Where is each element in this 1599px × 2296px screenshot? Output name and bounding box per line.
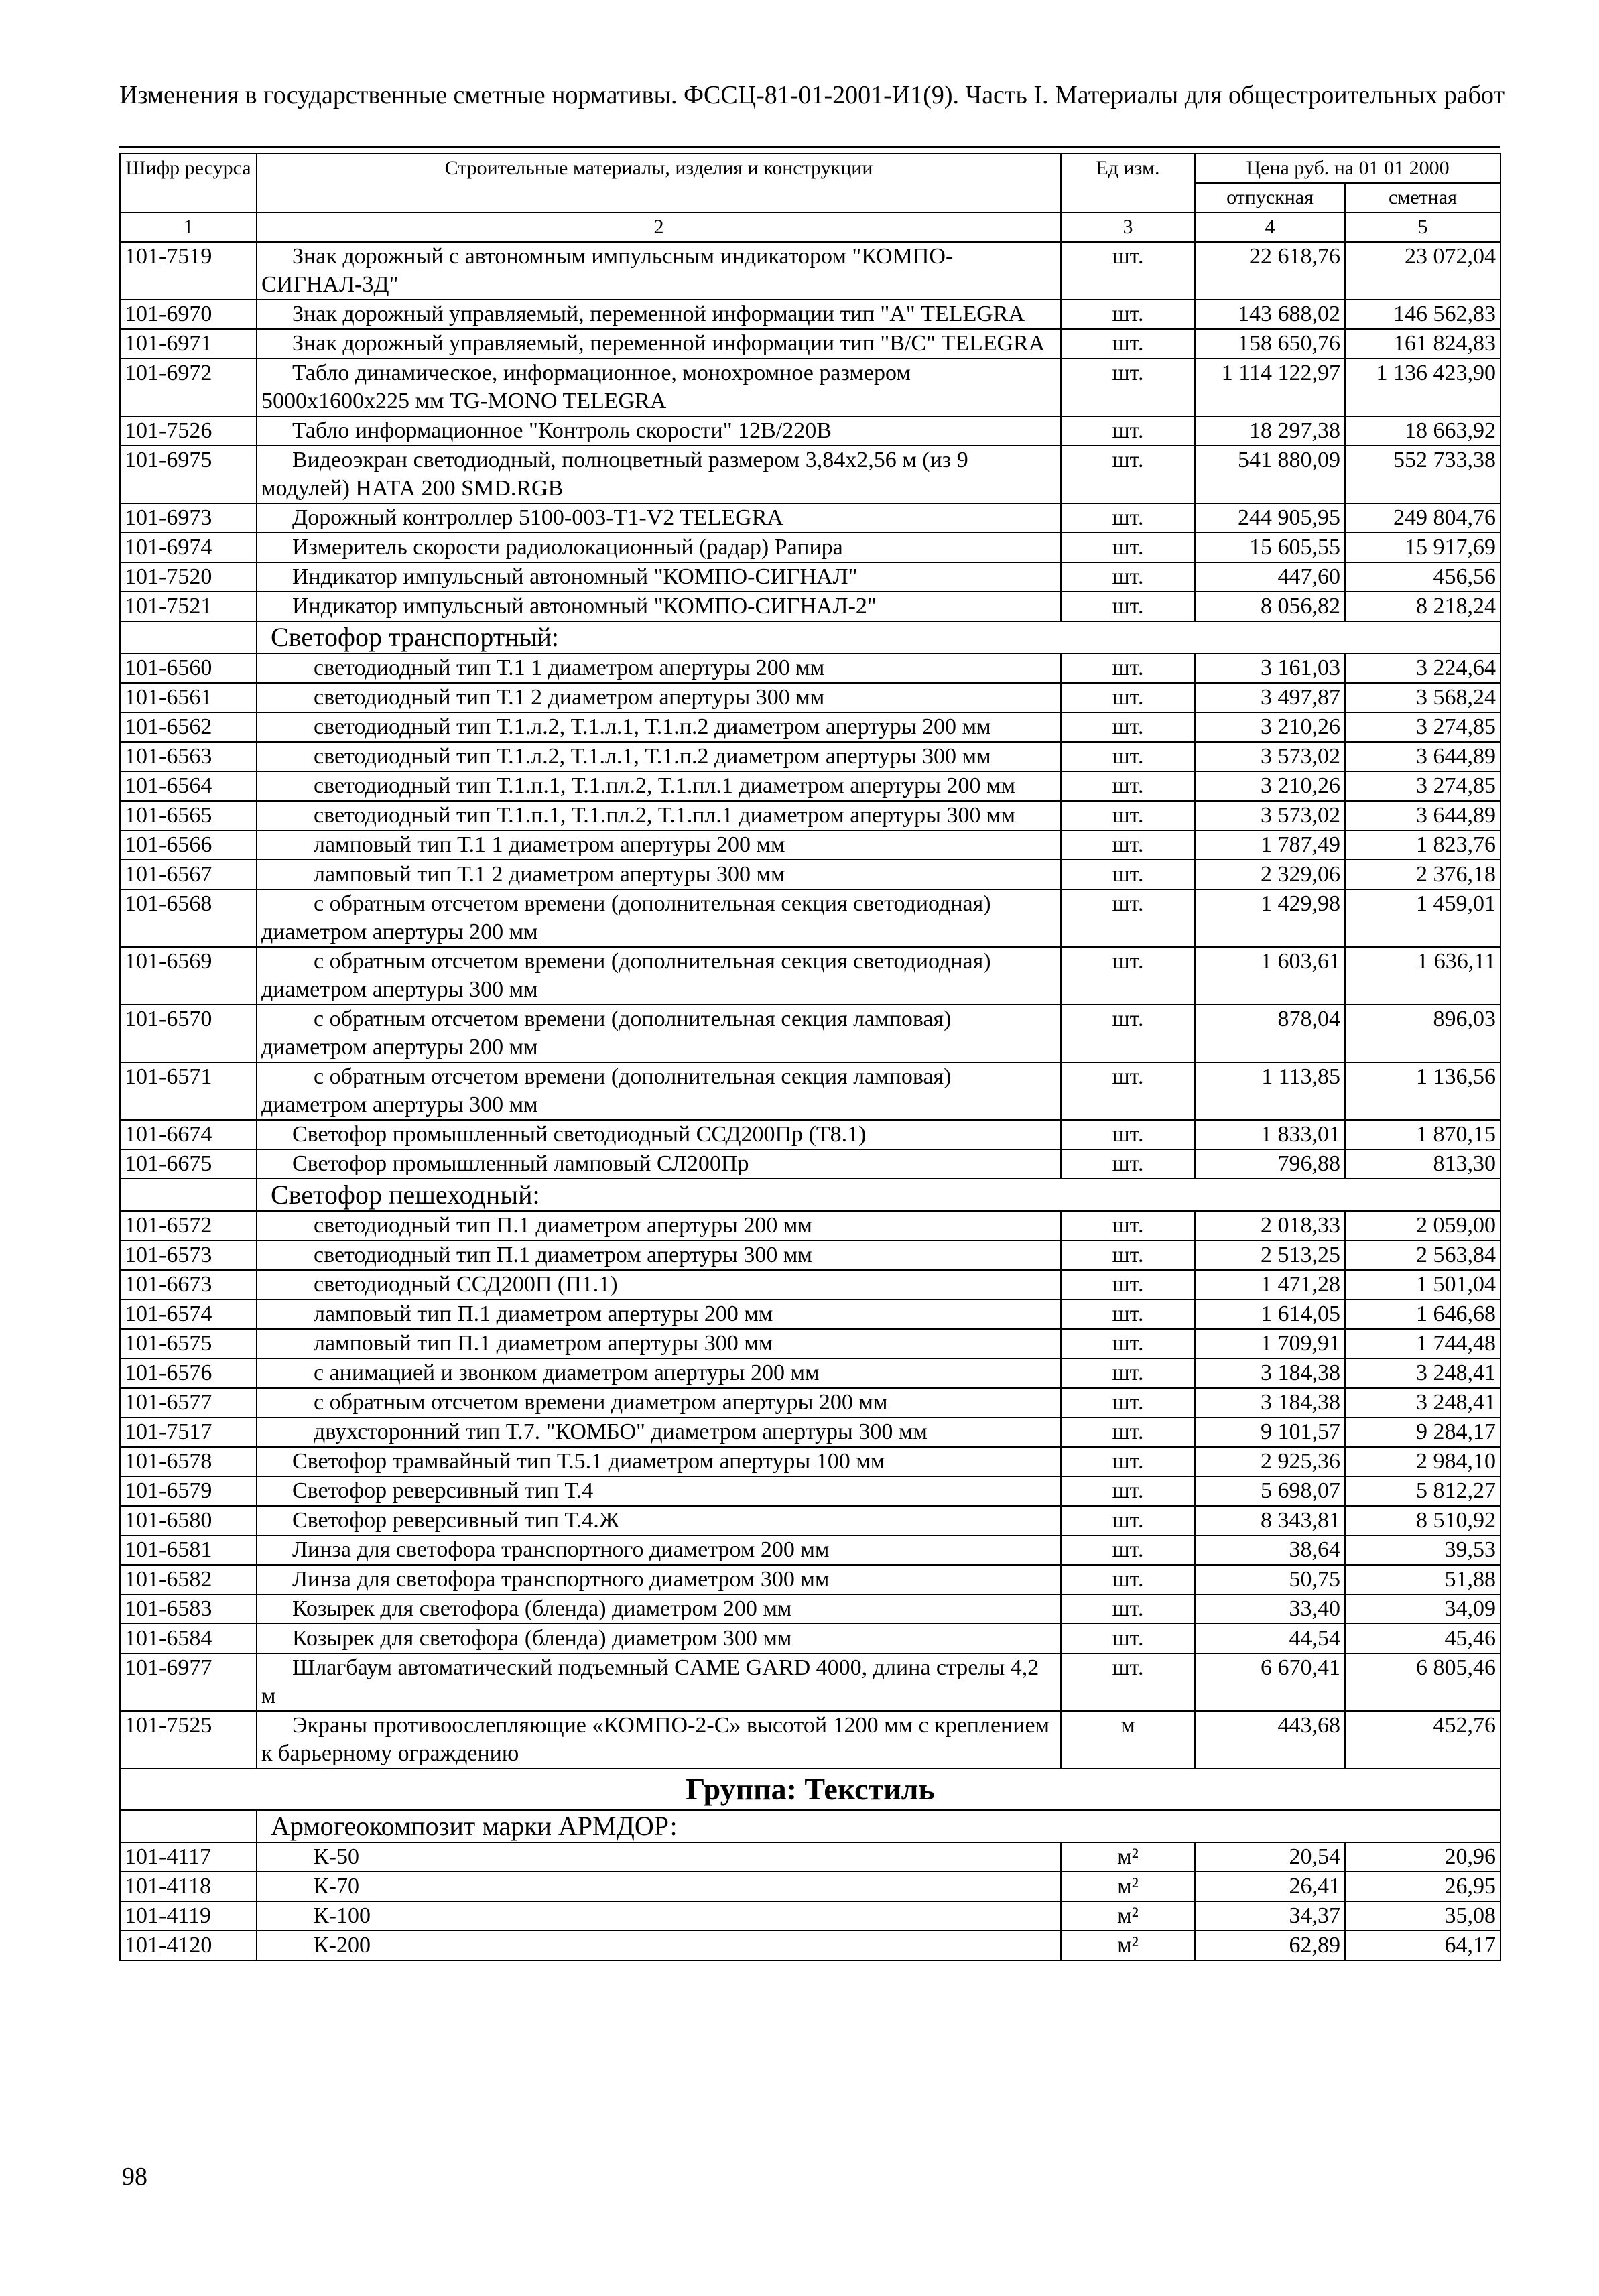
estimate-price-cell: 39,53 bbox=[1345, 1535, 1500, 1565]
resource-code-cell: 101-6577 bbox=[120, 1388, 257, 1417]
resource-code-cell: 101-4118 bbox=[120, 1872, 257, 1901]
table-row bbox=[120, 860, 1500, 889]
column-numbers-row bbox=[120, 212, 1500, 242]
table-row bbox=[120, 329, 1500, 359]
resource-code-cell: 101-6571 bbox=[120, 1062, 257, 1120]
material-name-cell: светодиодный ССД200П (П1.1) bbox=[257, 1270, 1061, 1299]
material-name-cell: светодиодный тип Т.1 2 диаметром апертуры 300 мм bbox=[257, 683, 1061, 712]
material-name-cell: светодиодный тип П.1 диаметром апертуры 300 мм bbox=[257, 1240, 1061, 1270]
resource-code-cell: 101-6977 bbox=[120, 1653, 257, 1711]
material-name-cell: светодиодный тип Т.1.л.2, Т.1.л.1, Т.1.п.2 диаметром апертуры 200 мм bbox=[257, 712, 1061, 742]
table-row bbox=[120, 592, 1500, 621]
estimate-price-cell: 8 218,24 bbox=[1345, 592, 1500, 621]
table-row bbox=[120, 300, 1500, 329]
material-name-cell: Линза для светофора транспортного диаметром 200 мм bbox=[257, 1535, 1061, 1565]
material-name-cell: с обратным отсчетом времени (дополнительная секция ламповая) диаметром апертуры 300 мм bbox=[257, 1062, 1061, 1120]
estimate-price-cell: 1 744,48 bbox=[1345, 1329, 1500, 1358]
table-row bbox=[120, 771, 1500, 801]
unit-cell: шт. bbox=[1061, 329, 1195, 359]
release-price-cell: 8 343,81 bbox=[1195, 1506, 1345, 1535]
estimate-price-cell: 1 870,15 bbox=[1345, 1120, 1500, 1149]
release-price-cell: 796,88 bbox=[1195, 1149, 1345, 1179]
section-heading-row bbox=[120, 1179, 1500, 1211]
resource-code-cell: 101-7525 bbox=[120, 1711, 257, 1769]
resource-code-cell: 101-6561 bbox=[120, 683, 257, 712]
column-header-price: Цена руб. на 01 01 2000 bbox=[1195, 153, 1500, 183]
resource-code-cell: 101-4120 bbox=[120, 1931, 257, 1960]
estimate-price-cell: 3 224,64 bbox=[1345, 653, 1500, 683]
table-row bbox=[120, 1653, 1500, 1711]
material-name-cell: Экраны противоослепляющие «КОМПО-2-С» высотой 1200 мм с креплением к барьерному ограждению bbox=[257, 1711, 1061, 1769]
table-row bbox=[120, 1005, 1500, 1062]
table-row bbox=[120, 1872, 1500, 1901]
table-row bbox=[120, 359, 1500, 416]
release-price-cell: 1 471,28 bbox=[1195, 1270, 1345, 1299]
column-header-code: Шифр ресурса bbox=[120, 153, 257, 212]
table-row bbox=[120, 1329, 1500, 1358]
column-number: 1 bbox=[120, 212, 257, 242]
estimate-price-cell: 1 823,76 bbox=[1345, 830, 1500, 860]
resource-code-cell: 101-6673 bbox=[120, 1270, 257, 1299]
section-heading: Светофор пешеходный: bbox=[257, 1179, 1500, 1211]
empty-code-cell bbox=[120, 621, 257, 653]
column-header-name: Строительные материалы, изделия и конструкции bbox=[257, 153, 1061, 212]
material-name-cell: ламповый тип П.1 диаметром апертуры 200 мм bbox=[257, 1299, 1061, 1329]
material-name-cell: светодиодный тип Т.1.п.1, Т.1.пл.2, Т.1.пл.1 диаметром апертуры 300 мм bbox=[257, 801, 1061, 830]
estimate-price-cell: 1 136 423,90 bbox=[1345, 359, 1500, 416]
estimate-price-cell: 1 501,04 bbox=[1345, 1270, 1500, 1299]
table-row bbox=[120, 1417, 1500, 1447]
resource-code-cell: 101-6562 bbox=[120, 712, 257, 742]
unit-cell: м² bbox=[1061, 1842, 1195, 1872]
release-price-cell: 33,40 bbox=[1195, 1594, 1345, 1624]
release-price-cell: 44,54 bbox=[1195, 1624, 1345, 1653]
table-row bbox=[120, 1842, 1500, 1872]
resource-code-cell: 101-6573 bbox=[120, 1240, 257, 1270]
column-header-estimate-price: сметная bbox=[1345, 183, 1500, 212]
column-number: 4 bbox=[1195, 212, 1345, 242]
table-row bbox=[120, 653, 1500, 683]
unit-cell: шт. bbox=[1061, 1594, 1195, 1624]
material-name-cell: Козырек для светофора (бленда) диаметром 200 мм bbox=[257, 1594, 1061, 1624]
resource-code-cell: 101-6570 bbox=[120, 1005, 257, 1062]
unit-cell: шт. bbox=[1061, 1299, 1195, 1329]
release-price-cell: 5 698,07 bbox=[1195, 1476, 1345, 1506]
estimate-price-cell: 3 644,89 bbox=[1345, 742, 1500, 771]
estimate-price-cell: 1 459,01 bbox=[1345, 889, 1500, 947]
unit-cell: шт. bbox=[1061, 1653, 1195, 1711]
table-row bbox=[120, 1447, 1500, 1476]
unit-cell: шт. bbox=[1061, 771, 1195, 801]
unit-cell: шт. bbox=[1061, 1476, 1195, 1506]
unit-cell: шт. bbox=[1061, 742, 1195, 771]
estimate-price-cell: 6 805,46 bbox=[1345, 1653, 1500, 1711]
unit-cell: шт. bbox=[1061, 653, 1195, 683]
resource-code-cell: 101-6563 bbox=[120, 742, 257, 771]
table-row bbox=[120, 242, 1500, 300]
material-name-cell: с анимацией и звонком диаметром апертуры 200 мм bbox=[257, 1358, 1061, 1388]
release-price-cell: 3 210,26 bbox=[1195, 712, 1345, 742]
material-name-cell: Измеритель скорости радиолокационный (радар) Рапира bbox=[257, 533, 1061, 562]
estimate-price-cell: 3 248,41 bbox=[1345, 1358, 1500, 1388]
release-price-cell: 15 605,55 bbox=[1195, 533, 1345, 562]
resource-code-cell: 101-6582 bbox=[120, 1565, 257, 1594]
release-price-cell: 2 329,06 bbox=[1195, 860, 1345, 889]
release-price-cell: 3 184,38 bbox=[1195, 1358, 1345, 1388]
table-row bbox=[120, 947, 1500, 1005]
material-name-cell: с обратным отсчетом времени (дополнительная секция светодиодная) диаметром апертуры 300 мм bbox=[257, 947, 1061, 1005]
material-name-cell: двухсторонний тип Т.7. "КОМБО" диаметром апертуры 300 мм bbox=[257, 1417, 1061, 1447]
unit-cell: шт. bbox=[1061, 1240, 1195, 1270]
resource-code-cell: 101-4119 bbox=[120, 1901, 257, 1931]
section-heading: Армогеокомпозит марки АРМДОР: bbox=[257, 1810, 1500, 1842]
release-price-cell: 1 833,01 bbox=[1195, 1120, 1345, 1149]
estimate-price-cell: 20,96 bbox=[1345, 1842, 1500, 1872]
material-name-cell: Табло информационное "Контроль скорости" 12В/220В bbox=[257, 416, 1061, 446]
table-row bbox=[120, 1535, 1500, 1565]
material-name-cell: К-200 bbox=[257, 1931, 1061, 1960]
unit-cell: шт. bbox=[1061, 562, 1195, 592]
table-row bbox=[120, 1270, 1500, 1299]
resource-code-cell: 101-6567 bbox=[120, 860, 257, 889]
resource-code-cell: 101-6578 bbox=[120, 1447, 257, 1476]
unit-cell: шт. bbox=[1061, 416, 1195, 446]
section-heading-row bbox=[120, 1810, 1500, 1842]
resource-code-cell: 101-7520 bbox=[120, 562, 257, 592]
table-row bbox=[120, 1120, 1500, 1149]
unit-cell: шт. bbox=[1061, 1005, 1195, 1062]
estimate-price-cell: 3 248,41 bbox=[1345, 1388, 1500, 1417]
table-row bbox=[120, 1624, 1500, 1653]
unit-cell: шт. bbox=[1061, 359, 1195, 416]
estimate-price-cell: 2 059,00 bbox=[1345, 1211, 1500, 1240]
material-name-cell: светодиодный тип Т.1 1 диаметром апертуры 200 мм bbox=[257, 653, 1061, 683]
estimate-price-cell: 45,46 bbox=[1345, 1624, 1500, 1653]
material-name-cell: Знак дорожный с автономным импульсным индикатором "КОМПО-СИГНАЛ-3Д" bbox=[257, 242, 1061, 300]
table-row bbox=[120, 1931, 1500, 1960]
material-name-cell: Шлагбаум автоматический подъемный CAME GARD 4000, длина стрелы 4,2 м bbox=[257, 1653, 1061, 1711]
materials-price-table bbox=[119, 153, 1501, 1961]
resource-code-cell: 101-7517 bbox=[120, 1417, 257, 1447]
unit-cell: м² bbox=[1061, 1901, 1195, 1931]
estimate-price-cell: 552 733,38 bbox=[1345, 446, 1500, 503]
release-price-cell: 3 573,02 bbox=[1195, 742, 1345, 771]
material-name-cell: К-50 bbox=[257, 1842, 1061, 1872]
release-price-cell: 50,75 bbox=[1195, 1565, 1345, 1594]
resource-code-cell: 101-6572 bbox=[120, 1211, 257, 1240]
unit-cell: шт. bbox=[1061, 1535, 1195, 1565]
estimate-price-cell: 1 136,56 bbox=[1345, 1062, 1500, 1120]
release-price-cell: 1 113,85 bbox=[1195, 1062, 1345, 1120]
group-heading: Группа: Текстиль bbox=[120, 1769, 1500, 1810]
table-row bbox=[120, 446, 1500, 503]
unit-cell: шт. bbox=[1061, 830, 1195, 860]
unit-cell: шт. bbox=[1061, 1565, 1195, 1594]
table-row bbox=[120, 1476, 1500, 1506]
estimate-price-cell: 146 562,83 bbox=[1345, 300, 1500, 329]
material-name-cell: Знак дорожный управляемый, переменной информации тип "А" TELEGRA bbox=[257, 300, 1061, 329]
estimate-price-cell: 5 812,27 bbox=[1345, 1476, 1500, 1506]
page-number: 98 bbox=[122, 2163, 147, 2191]
material-name-cell: Светофор реверсивный тип Т.4.Ж bbox=[257, 1506, 1061, 1535]
release-price-cell: 8 056,82 bbox=[1195, 592, 1345, 621]
column-number: 2 bbox=[257, 212, 1061, 242]
estimate-price-cell: 3 274,85 bbox=[1345, 712, 1500, 742]
section-heading: Светофор транспортный: bbox=[257, 621, 1500, 653]
table-row bbox=[120, 416, 1500, 446]
release-price-cell: 20,54 bbox=[1195, 1842, 1345, 1872]
resource-code-cell: 101-4117 bbox=[120, 1842, 257, 1872]
resource-code-cell: 101-6565 bbox=[120, 801, 257, 830]
material-name-cell: Знак дорожный управляемый, переменной информации тип "В/С" TELEGRA bbox=[257, 329, 1061, 359]
release-price-cell: 878,04 bbox=[1195, 1005, 1345, 1062]
resource-code-cell: 101-6972 bbox=[120, 359, 257, 416]
column-number: 5 bbox=[1345, 212, 1500, 242]
material-name-cell: К-100 bbox=[257, 1901, 1061, 1931]
estimate-price-cell: 2 563,84 bbox=[1345, 1240, 1500, 1270]
table-row bbox=[120, 830, 1500, 860]
material-name-cell: Индикатор импульсный автономный "КОМПО-СИГНАЛ" bbox=[257, 562, 1061, 592]
resource-code-cell: 101-6675 bbox=[120, 1149, 257, 1179]
resource-code-cell: 101-6974 bbox=[120, 533, 257, 562]
unit-cell: шт. bbox=[1061, 242, 1195, 300]
unit-cell: шт. bbox=[1061, 1447, 1195, 1476]
table-row bbox=[120, 889, 1500, 947]
estimate-price-cell: 3 274,85 bbox=[1345, 771, 1500, 801]
release-price-cell: 1 787,49 bbox=[1195, 830, 1345, 860]
resource-code-cell: 101-6574 bbox=[120, 1299, 257, 1329]
unit-cell: шт. bbox=[1061, 712, 1195, 742]
table-row bbox=[120, 1149, 1500, 1179]
estimate-price-cell: 34,09 bbox=[1345, 1594, 1500, 1624]
estimate-price-cell: 456,56 bbox=[1345, 562, 1500, 592]
estimate-price-cell: 2 376,18 bbox=[1345, 860, 1500, 889]
unit-cell: шт. bbox=[1061, 1506, 1195, 1535]
table-row bbox=[120, 683, 1500, 712]
release-price-cell: 3 161,03 bbox=[1195, 653, 1345, 683]
resource-code-cell: 101-6970 bbox=[120, 300, 257, 329]
release-price-cell: 62,89 bbox=[1195, 1931, 1345, 1960]
page-header-title: Изменения в государственные сметные нормативы. ФССЦ-81-01-2001-И1(9). Часть I. Материалы для общестроительных работ bbox=[119, 81, 1505, 109]
material-name-cell: с обратным отсчетом времени диаметром апертуры 200 мм bbox=[257, 1388, 1061, 1417]
release-price-cell: 447,60 bbox=[1195, 562, 1345, 592]
estimate-price-cell: 3 644,89 bbox=[1345, 801, 1500, 830]
table-row bbox=[120, 1240, 1500, 1270]
estimate-price-cell: 51,88 bbox=[1345, 1565, 1500, 1594]
material-name-cell: Табло динамическое, информационное, монохромное размером 5000х1600х225 мм TG-MONO TELEGRA bbox=[257, 359, 1061, 416]
empty-code-cell bbox=[120, 1179, 257, 1211]
release-price-cell: 2 018,33 bbox=[1195, 1211, 1345, 1240]
unit-cell: шт. bbox=[1061, 1624, 1195, 1653]
material-name-cell: светодиодный тип Т.1.п.1, Т.1.пл.2, Т.1.пл.1 диаметром апертуры 200 мм bbox=[257, 771, 1061, 801]
column-header-unit: Ед изм. bbox=[1061, 153, 1195, 212]
estimate-price-cell: 161 824,83 bbox=[1345, 329, 1500, 359]
release-price-cell: 541 880,09 bbox=[1195, 446, 1345, 503]
resource-code-cell: 101-6583 bbox=[120, 1594, 257, 1624]
release-price-cell: 6 670,41 bbox=[1195, 1653, 1345, 1711]
estimate-price-cell: 1 646,68 bbox=[1345, 1299, 1500, 1329]
release-price-cell: 2 513,25 bbox=[1195, 1240, 1345, 1270]
table-row bbox=[120, 562, 1500, 592]
estimate-price-cell: 452,76 bbox=[1345, 1711, 1500, 1769]
resource-code-cell: 101-6584 bbox=[120, 1624, 257, 1653]
release-price-cell: 3 573,02 bbox=[1195, 801, 1345, 830]
release-price-cell: 34,37 bbox=[1195, 1901, 1345, 1931]
estimate-price-cell: 2 984,10 bbox=[1345, 1447, 1500, 1476]
material-name-cell: светодиодный тип Т.1.л.2, Т.1.л.1, Т.1.п.2 диаметром апертуры 300 мм bbox=[257, 742, 1061, 771]
group-heading-row bbox=[120, 1769, 1500, 1810]
column-number: 3 bbox=[1061, 212, 1195, 242]
unit-cell: шт. bbox=[1061, 1211, 1195, 1240]
release-price-cell: 1 709,91 bbox=[1195, 1329, 1345, 1358]
resource-code-cell: 101-6579 bbox=[120, 1476, 257, 1506]
table-row bbox=[120, 801, 1500, 830]
table-row bbox=[120, 533, 1500, 562]
estimate-price-cell: 23 072,04 bbox=[1345, 242, 1500, 300]
unit-cell: шт. bbox=[1061, 1417, 1195, 1447]
resource-code-cell: 101-6569 bbox=[120, 947, 257, 1005]
unit-cell: шт. bbox=[1061, 300, 1195, 329]
estimate-price-cell: 9 284,17 bbox=[1345, 1417, 1500, 1447]
estimate-price-cell: 813,30 bbox=[1345, 1149, 1500, 1179]
material-name-cell: с обратным отсчетом времени (дополнительная секция светодиодная) диаметром апертуры 200 мм bbox=[257, 889, 1061, 947]
resource-code-cell: 101-6566 bbox=[120, 830, 257, 860]
material-name-cell: Индикатор импульсный автономный "КОМПО-СИГНАЛ-2" bbox=[257, 592, 1061, 621]
empty-code-cell bbox=[120, 1810, 257, 1842]
estimate-price-cell: 35,08 bbox=[1345, 1901, 1500, 1931]
release-price-cell: 2 925,36 bbox=[1195, 1447, 1345, 1476]
unit-cell: шт. bbox=[1061, 1062, 1195, 1120]
table-row bbox=[120, 1711, 1500, 1769]
resource-code-cell: 101-6973 bbox=[120, 503, 257, 533]
estimate-price-cell: 26,95 bbox=[1345, 1872, 1500, 1901]
unit-cell: шт. bbox=[1061, 1329, 1195, 1358]
table-row bbox=[120, 712, 1500, 742]
unit-cell: шт. bbox=[1061, 860, 1195, 889]
estimate-price-cell: 3 568,24 bbox=[1345, 683, 1500, 712]
material-name-cell: с обратным отсчетом времени (дополнительная секция ламповая) диаметром апертуры 200 мм bbox=[257, 1005, 1061, 1062]
table-row bbox=[120, 503, 1500, 533]
table-row bbox=[120, 1594, 1500, 1624]
material-name-cell: Дорожный контроллер 5100-003-Т1-V2 TELEGRA bbox=[257, 503, 1061, 533]
unit-cell: шт. bbox=[1061, 533, 1195, 562]
unit-cell: шт. bbox=[1061, 446, 1195, 503]
release-price-cell: 244 905,95 bbox=[1195, 503, 1345, 533]
resource-code-cell: 101-6560 bbox=[120, 653, 257, 683]
material-name-cell: Видеоэкран светодиодный, полноцветный размером 3,84х2,56 м (из 9 модулей) НАТА 200 SMD.RGB bbox=[257, 446, 1061, 503]
release-price-cell: 18 297,38 bbox=[1195, 416, 1345, 446]
resource-code-cell: 101-7519 bbox=[120, 242, 257, 300]
table-row bbox=[120, 1565, 1500, 1594]
resource-code-cell: 101-6575 bbox=[120, 1329, 257, 1358]
estimate-price-cell: 64,17 bbox=[1345, 1931, 1500, 1960]
resource-code-cell: 101-6581 bbox=[120, 1535, 257, 1565]
release-price-cell: 143 688,02 bbox=[1195, 300, 1345, 329]
unit-cell: шт. bbox=[1061, 947, 1195, 1005]
estimate-price-cell: 18 663,92 bbox=[1345, 416, 1500, 446]
estimate-price-cell: 896,03 bbox=[1345, 1005, 1500, 1062]
unit-cell: м bbox=[1061, 1711, 1195, 1769]
release-price-cell: 26,41 bbox=[1195, 1872, 1345, 1901]
unit-cell: шт. bbox=[1061, 683, 1195, 712]
material-name-cell: Линза для светофора транспортного диаметром 300 мм bbox=[257, 1565, 1061, 1594]
unit-cell: м² bbox=[1061, 1931, 1195, 1960]
estimate-price-cell: 8 510,92 bbox=[1345, 1506, 1500, 1535]
unit-cell: шт. bbox=[1061, 503, 1195, 533]
release-price-cell: 1 114 122,97 bbox=[1195, 359, 1345, 416]
column-header-release-price: отпускная bbox=[1195, 183, 1345, 212]
release-price-cell: 9 101,57 bbox=[1195, 1417, 1345, 1447]
table-row bbox=[120, 1299, 1500, 1329]
material-name-cell: ламповый тип Т.1 1 диаметром апертуры 200 мм bbox=[257, 830, 1061, 860]
material-name-cell: ламповый тип П.1 диаметром апертуры 300 мм bbox=[257, 1329, 1061, 1358]
release-price-cell: 1 429,98 bbox=[1195, 889, 1345, 947]
table-row bbox=[120, 1506, 1500, 1535]
material-name-cell: Светофор промышленный ламповый СЛ200Пр bbox=[257, 1149, 1061, 1179]
table-row bbox=[120, 1211, 1500, 1240]
release-price-cell: 3 184,38 bbox=[1195, 1388, 1345, 1417]
resource-code-cell: 101-6975 bbox=[120, 446, 257, 503]
unit-cell: шт. bbox=[1061, 889, 1195, 947]
section-heading-row bbox=[120, 621, 1500, 653]
table-row bbox=[120, 742, 1500, 771]
release-price-cell: 443,68 bbox=[1195, 1711, 1345, 1769]
material-name-cell: светодиодный тип П.1 диаметром апертуры 200 мм bbox=[257, 1211, 1061, 1240]
release-price-cell: 38,64 bbox=[1195, 1535, 1345, 1565]
resource-code-cell: 101-6568 bbox=[120, 889, 257, 947]
material-name-cell: ламповый тип Т.1 2 диаметром апертуры 300 мм bbox=[257, 860, 1061, 889]
material-name-cell: Светофор трамвайный тип Т.5.1 диаметром апертуры 100 мм bbox=[257, 1447, 1061, 1476]
unit-cell: шт. bbox=[1061, 592, 1195, 621]
estimate-price-cell: 1 636,11 bbox=[1345, 947, 1500, 1005]
resource-code-cell: 101-6971 bbox=[120, 329, 257, 359]
release-price-cell: 158 650,76 bbox=[1195, 329, 1345, 359]
unit-cell: шт. bbox=[1061, 1388, 1195, 1417]
header-divider bbox=[119, 146, 1500, 148]
release-price-cell: 3 210,26 bbox=[1195, 771, 1345, 801]
unit-cell: шт. bbox=[1061, 801, 1195, 830]
resource-code-cell: 101-6674 bbox=[120, 1120, 257, 1149]
table-row bbox=[120, 1388, 1500, 1417]
material-name-cell: Светофор промышленный светодиодный ССД200Пр (Т8.1) bbox=[257, 1120, 1061, 1149]
unit-cell: м² bbox=[1061, 1872, 1195, 1901]
resource-code-cell: 101-6564 bbox=[120, 771, 257, 801]
release-price-cell: 1 614,05 bbox=[1195, 1299, 1345, 1329]
release-price-cell: 22 618,76 bbox=[1195, 242, 1345, 300]
estimate-price-cell: 15 917,69 bbox=[1345, 533, 1500, 562]
estimate-price-cell: 249 804,76 bbox=[1345, 503, 1500, 533]
unit-cell: шт. bbox=[1061, 1358, 1195, 1388]
material-name-cell: К-70 bbox=[257, 1872, 1061, 1901]
resource-code-cell: 101-6580 bbox=[120, 1506, 257, 1535]
table-header-row bbox=[120, 153, 1500, 183]
table-row bbox=[120, 1062, 1500, 1120]
unit-cell: шт. bbox=[1061, 1270, 1195, 1299]
unit-cell: шт. bbox=[1061, 1149, 1195, 1179]
resource-code-cell: 101-7526 bbox=[120, 416, 257, 446]
table-row bbox=[120, 1358, 1500, 1388]
material-name-cell: Козырек для светофора (бленда) диаметром 300 мм bbox=[257, 1624, 1061, 1653]
resource-code-cell: 101-7521 bbox=[120, 592, 257, 621]
resource-code-cell: 101-6576 bbox=[120, 1358, 257, 1388]
release-price-cell: 1 603,61 bbox=[1195, 947, 1345, 1005]
table-row bbox=[120, 1901, 1500, 1931]
unit-cell: шт. bbox=[1061, 1120, 1195, 1149]
material-name-cell: Светофор реверсивный тип Т.4 bbox=[257, 1476, 1061, 1506]
release-price-cell: 3 497,87 bbox=[1195, 683, 1345, 712]
